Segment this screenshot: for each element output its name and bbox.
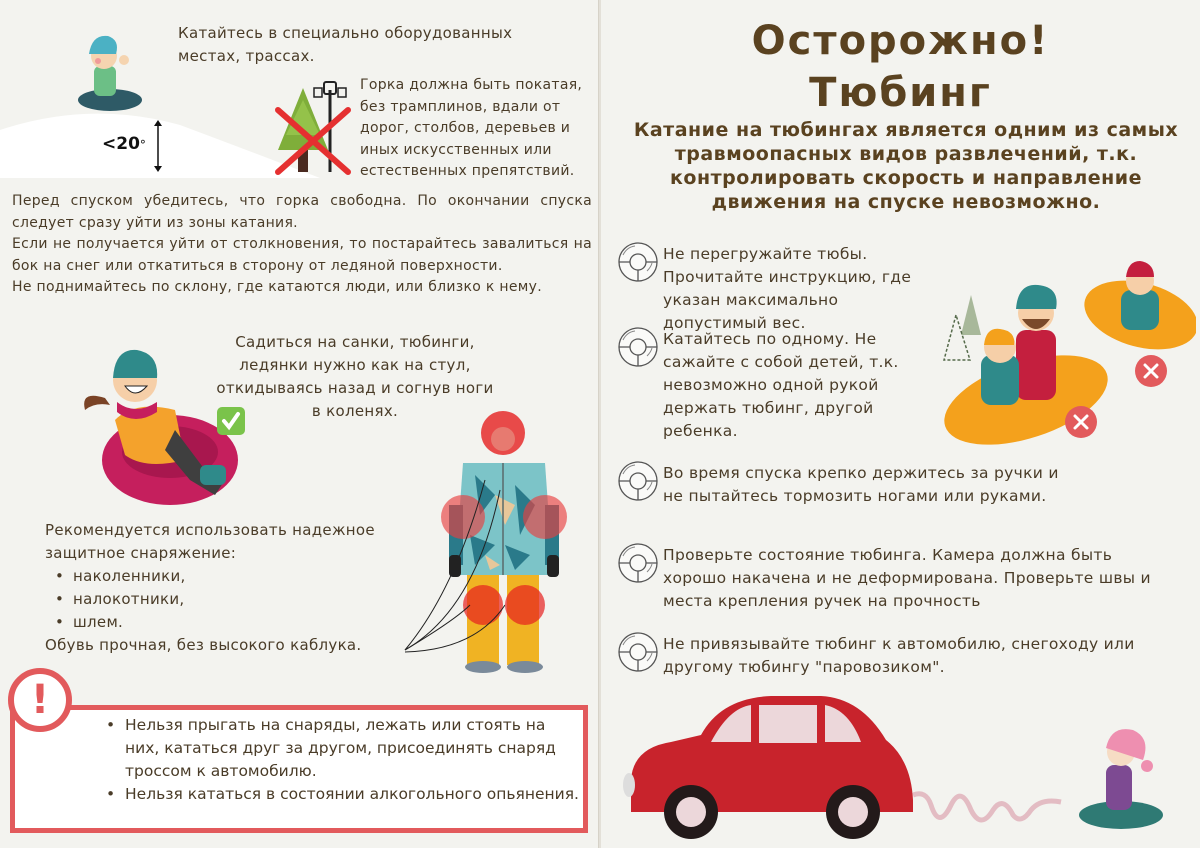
car-towing-tube-illustration <box>621 690 1196 840</box>
no-obstacles-icon <box>268 80 358 175</box>
family-tubing-illustration <box>936 255 1196 450</box>
gear-item: • налокотники, <box>45 588 425 611</box>
tube-ring-icon <box>617 460 659 502</box>
page-subtitle: Катание на тюбингах является одним из самых травмоопасных видов развлечений, т.к. контролировать скорость и направление движения на спуске невозможно. <box>633 119 1179 213</box>
rule-text: Проверьте состояние тюбинга. Камера должна быть хорошо накачена и не деформирована. Проверьте швы и места крепления ручек на прочность <box>663 546 1151 610</box>
safety-paragraphs <box>12 191 592 299</box>
rule-text: Во время спуска крепко держитесь за ручки и не пытайтесь тормозить ногами или руками. <box>663 464 1059 505</box>
tube-ring-icon <box>617 241 659 283</box>
gear-item: • наколенники, <box>45 565 425 588</box>
rule-item <box>617 633 1200 679</box>
tube-ring-icon <box>617 631 659 673</box>
gear-intro: Рекомендуется использовать надежное защитное снаряжение: <box>45 521 375 562</box>
footwear-note: Обувь прочная, без высокого каблука. <box>45 636 362 654</box>
tip-slope: Горка должна быть покатая, без трамплинов, вдали от дорог, столбов, деревьев и иных искусственных или естественных препятствий. <box>360 77 583 179</box>
paragraph: Перед спуском убедитесь, что горка свободна. По окончании спуска следует сразу уйти из зоны катания. <box>12 193 592 231</box>
page-title-line1: Осторожно! <box>751 18 1050 64</box>
paragraph: Не поднимайтесь по склону, где катаются люди, или близко к нему. <box>12 279 542 295</box>
left-page <box>0 0 599 848</box>
warning-item: • Нельзя прыгать на снаряды, лежать или стоять на них, кататься друг за другом, присоединять снаряд тросcом к автомобилю. <box>100 714 580 783</box>
paragraph: Если не получается уйти от столкновения, то постарайтесь завалиться на бок на снег или откатиться в сторону от ледяной поверхности. <box>12 236 592 274</box>
protective-gear-section <box>45 519 425 657</box>
exclamation-icon: ! <box>8 668 72 732</box>
warning-list <box>100 714 580 806</box>
rule-text: Не привязывайте тюбинг к автомобилю, снегоходу или другому тюбингу "паровозиком". <box>663 635 1135 676</box>
gear-list <box>45 565 425 634</box>
page-title-line2: Тюбинг <box>809 70 992 116</box>
slope-angle-label: <20° <box>102 134 146 154</box>
rule-text: Катайтесь по одному. Не сажайте с собой детей, т.к. невозможно одной рукой держать тюбинг, другой ребенка. <box>663 330 899 440</box>
tip-places: Катайтесь в специально оборудованных местах, трассах. <box>178 24 513 65</box>
rule-item <box>617 328 957 443</box>
right-page <box>601 0 1200 848</box>
rule-item <box>617 243 937 335</box>
kid-on-sled-illustration <box>72 28 142 113</box>
height-arrow-icon <box>153 120 163 172</box>
tube-ring-icon <box>617 542 659 584</box>
gear-item: • шлем. <box>45 611 425 634</box>
rule-item <box>617 544 1197 613</box>
tube-ring-icon <box>617 326 659 368</box>
rule-item <box>617 462 1117 508</box>
sitting-tip: Садиться на санки, тюбинги, ледянки нужно как на стул, откидываясь назад и согнув ноги в коленях. <box>216 333 494 420</box>
rule-text: Не перегружайте тюбы. Прочитайте инструкцию, где указан максимально допустимый вес. <box>663 245 912 332</box>
warning-item: • Нельзя кататься в состоянии алкогольного опьянения. <box>100 783 580 806</box>
